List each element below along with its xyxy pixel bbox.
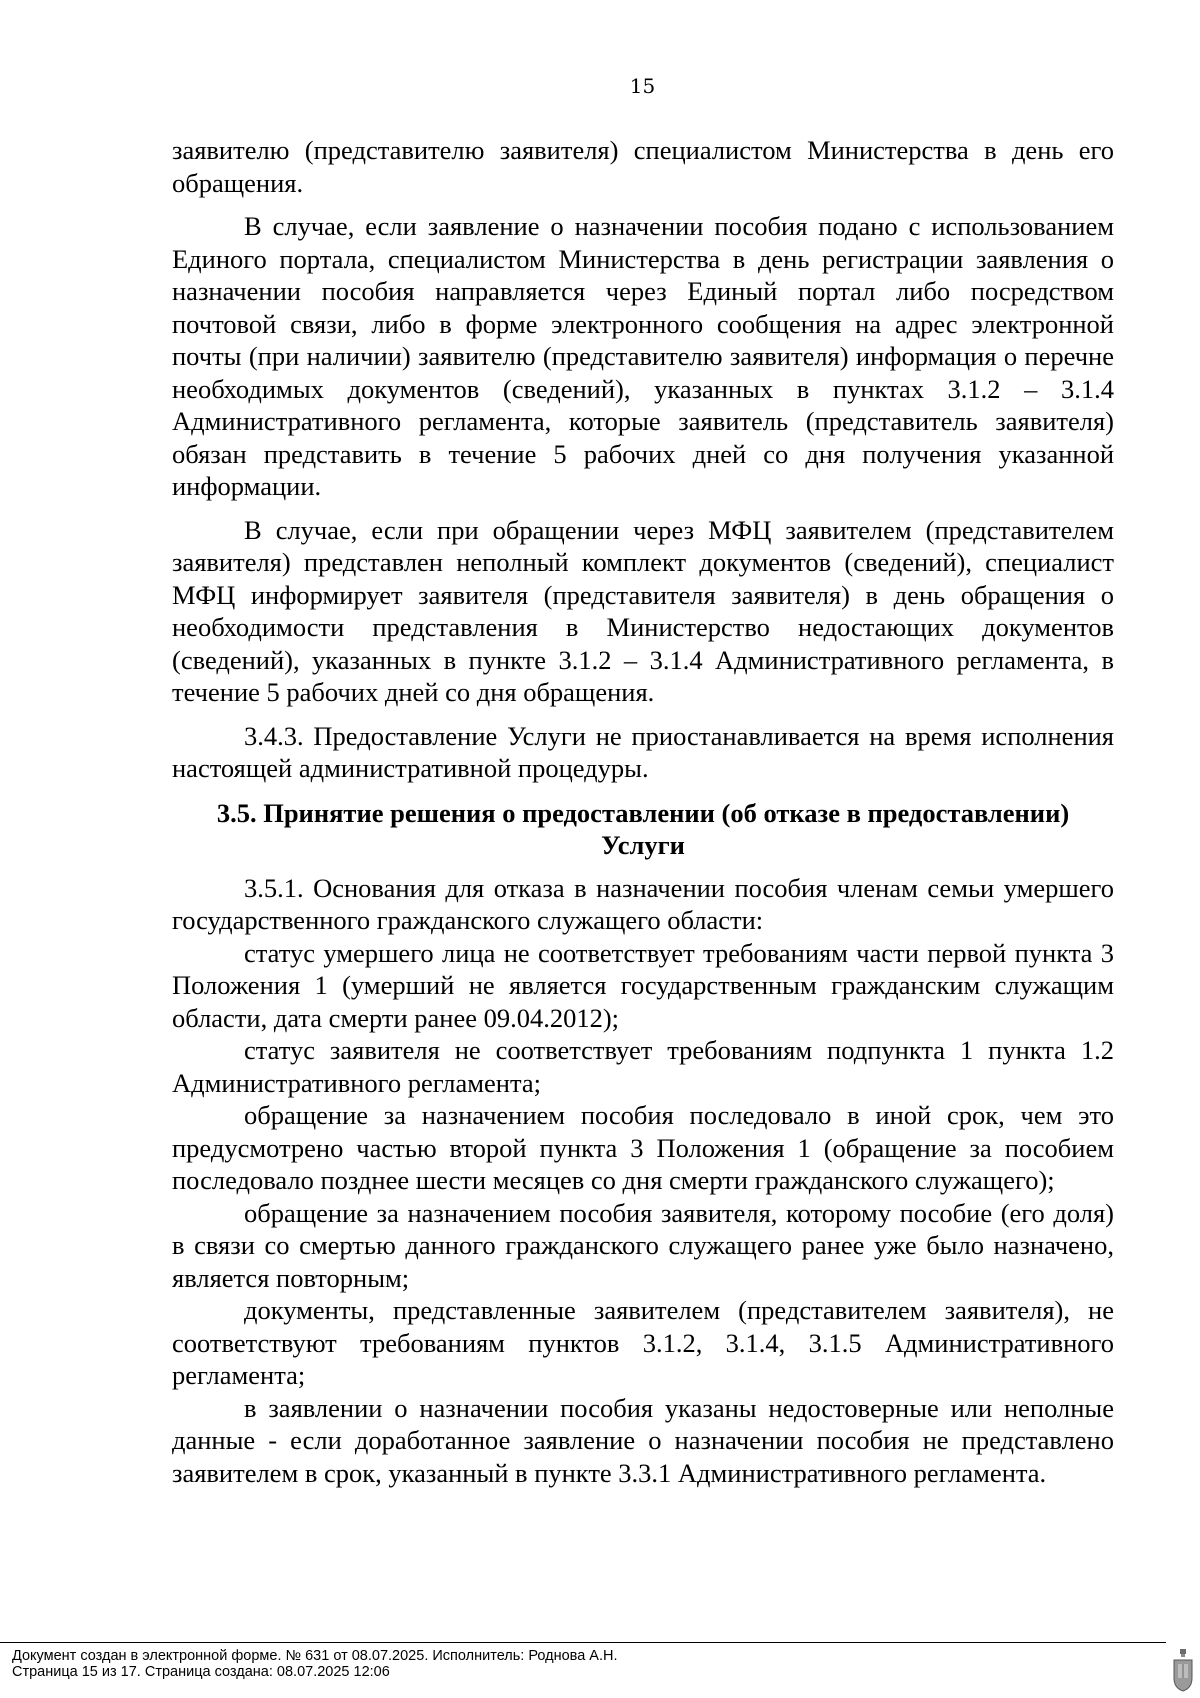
- document-footer: [12, 1648, 618, 1680]
- list-item-refusal-ground: в заявлении о назначении пособия указаны недостоверные или неполные данные - если доработанное заявление о назначении пособия не представлено заявителем в срок, указанный в пункте 3.3.1 Административного регламента.: [172, 1392, 1114, 1488]
- page-number: 15: [629, 74, 656, 98]
- paragraph-mfc: В случае, если при обращении через МФЦ заявителем (представителем заявителя) представлен неполный комплект документов (сведений), специалист МФЦ информирует заявителя (представителя заявителя) в день обращения о необходимости представления в Министерство недостающих документов (сведений), указанных в пункте 3.1.2 – 3.1.4 Административного регламента, в течение 5 рабочих дней со дня обращения.: [172, 514, 1114, 707]
- paragraph-continuation: заявителю (представителю заявителя) специалистом Министерства в день его обращения.: [172, 135, 1114, 198]
- document-body: [172, 134, 1114, 1489]
- paragraph-3-4-3: 3.4.3. Предоставление Услуги не приостанавливается на время исполнения настоящей административной процедуры.: [172, 720, 1114, 783]
- footer-page-info: Страница 15 из 17. Страница создана: 08.07.2025 12:06: [12, 1664, 390, 1680]
- list-item-refusal-ground: статус заявителя не соответствует требованиям подпункта 1 пункта 1.2 Административного регламента;: [172, 1035, 1114, 1098]
- paragraph-3-5-1: 3.5.1. Основания для отказа в назначении пособия членам семьи умершего государственного гражданского служащего области:: [172, 872, 1114, 935]
- paragraph-single-portal: В случае, если заявление о назначении пособия подано с использованием Единого портала, специалистом Министерства в день регистрации заявления о назначении пособия направляется через Единый портал либо посредством почтовой связи, либо в форме электронного сообщения на адрес электронной почты (при наличии) заявителю (представителю заявителя) информация о перечне необходимых документов (сведений), указанных в пунктах 3.1.2 – 3.1.4 Административного регламента, которые заявитель (представитель заявителя) обязан представить в течение 5 рабочих дней со дня получения указанной информации.: [172, 211, 1114, 501]
- list-item-refusal-ground: статус умершего лица не соответствует требованиям части первой пункта 3 Положения 1 (умерший не является государственным гражданским служащим области, дата смерти ранее 09.04.2012);: [172, 937, 1114, 1033]
- coat-of-arms-icon: [1172, 1648, 1194, 1692]
- section-heading-3-5: 3.5. Принятие решения о предоставлении (об отказе в предоставлении) Услуги: [216, 797, 1070, 860]
- list-item-refusal-ground: обращение за назначением пособия последовало в иной срок, чем это предусмотрено частью второй пункта 3 Положения 1 (обращение за пособием последовало позднее шести месяцев со дня смерти гражданского служащего);: [172, 1100, 1114, 1195]
- list-item-refusal-ground: документы, представленные заявителем (представителем заявителя), не соответствуют требованиям пунктов 3.1.2, 3.1.4, 3.1.5 Административного регламента;: [172, 1295, 1114, 1390]
- footer-divider: [0, 1642, 1166, 1643]
- list-item-refusal-ground: обращение за назначением пособия заявителя, которому пособие (его доля) в связи со смертью данного гражданского служащего ранее уже было назначено, является повторным;: [172, 1197, 1114, 1293]
- footer-document-info: Документ создан в электронной форме. № 631 от 08.07.2025. Исполнитель: Роднова А.Н.: [12, 1648, 618, 1664]
